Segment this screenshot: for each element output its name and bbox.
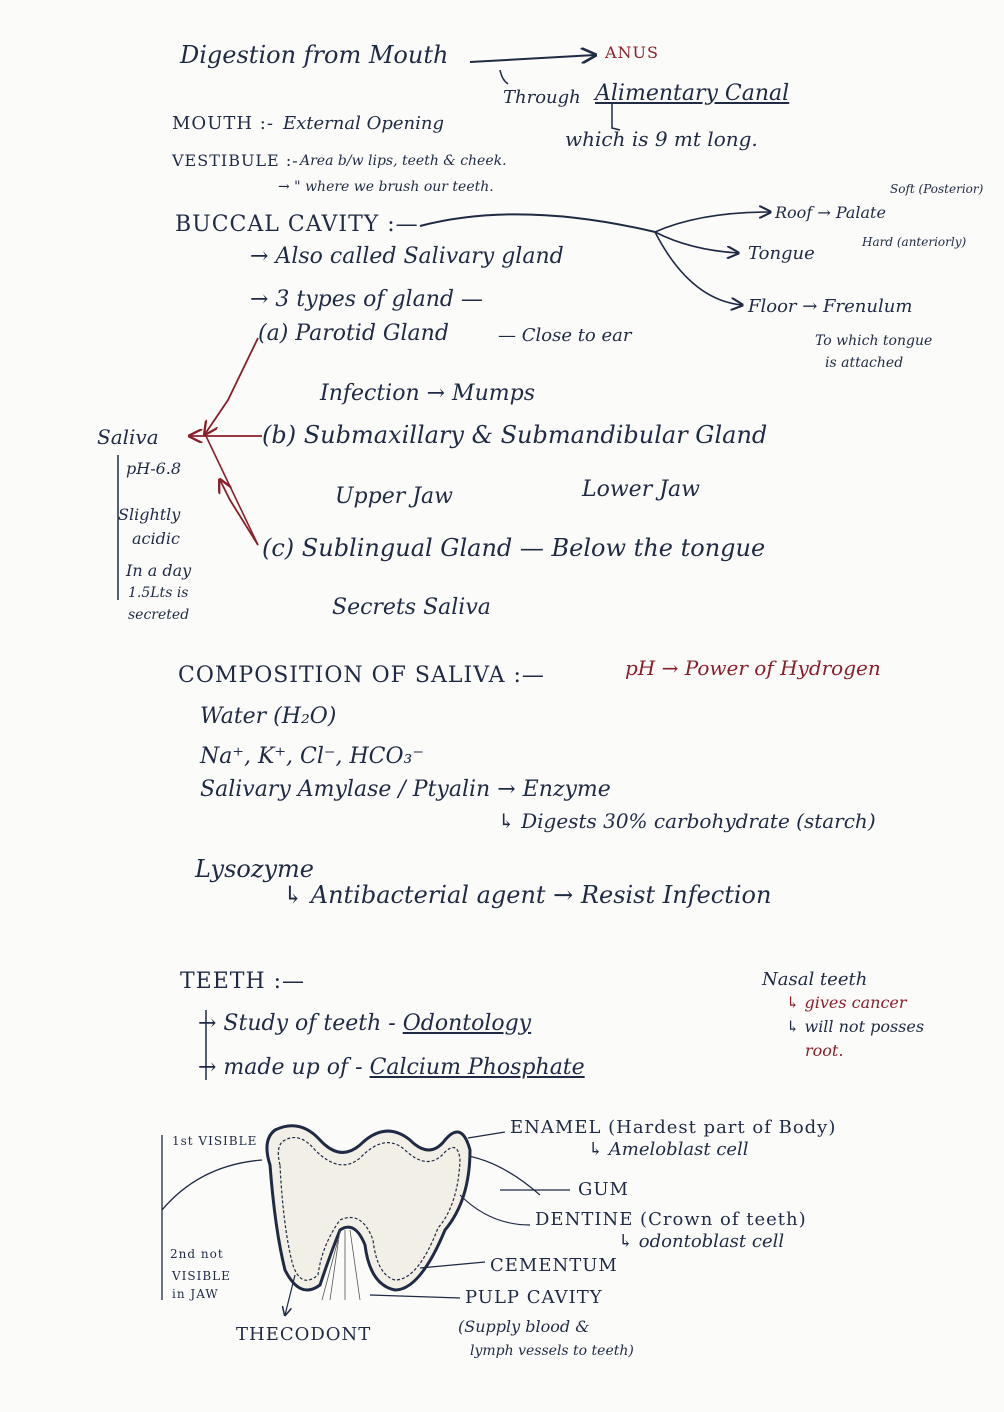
comp-item-ions: Na⁺, K⁺, Cl⁻, HCO₃⁻: [200, 744, 424, 769]
comp-item-amylase: Salivary Amylase / Ptyalin → Enzyme: [200, 777, 611, 802]
frenulum-note1: To which tongue: [815, 333, 933, 349]
gland-b-lower: Lower Jaw: [582, 477, 700, 502]
first-visible: 1st VISIBLE: [172, 1134, 258, 1148]
cementum-label: CEMENTUM: [490, 1255, 618, 1276]
gland-b: (b) Submaxillary & Submandibular Gland: [262, 421, 768, 449]
vestibule-desc2: → " where we brush our teeth.: [278, 179, 494, 195]
canal-length: which is 9 mt long.: [565, 127, 758, 151]
saliva-label: Saliva: [97, 425, 159, 449]
gland-c-sub: Secrets Saliva: [332, 595, 491, 620]
teeth-study: → Study of teeth -: [198, 1011, 403, 1036]
saliva-slightly: Slightly: [118, 505, 181, 524]
teeth-made-term: Calcium Phosphate: [369, 1055, 585, 1080]
nasal-root1: ↳ will not posses: [786, 1017, 925, 1036]
pulp-sub1: (Supply blood &: [458, 1317, 590, 1336]
comp-item-lysozyme: Lysozyme: [195, 855, 315, 883]
frenulum-note2: is attached: [825, 355, 904, 371]
saliva-day2: 1.5Lts is: [128, 585, 189, 601]
nasal-cancer: ↳ gives cancer: [786, 993, 907, 1012]
pulp-label: PULP CAVITY: [465, 1287, 603, 1308]
teeth-label: TEETH :—: [180, 969, 306, 994]
gland-c: (c) Sublingual Gland — Below the tongue: [262, 534, 766, 562]
pulp-sub2: lymph vessels to teeth): [470, 1343, 634, 1359]
vestibule-label: VESTIBULE :-: [172, 151, 299, 170]
saliva-acidic: acidic: [132, 529, 180, 548]
gland-a: (a) Parotid Gland: [258, 321, 449, 346]
alimentary-canal: Alimentary Canal: [595, 81, 790, 106]
title-dest: ANUS: [605, 43, 659, 62]
buccal-line2: → 3 types of gland —: [250, 287, 483, 312]
mouth-desc: External Opening: [283, 113, 444, 134]
vestibule-desc1: Area b/w lips, teeth & cheek.: [300, 153, 507, 169]
composition-label: COMPOSITION OF SALIVA :—: [178, 663, 545, 688]
teeth-made: → made up of -: [198, 1055, 370, 1080]
enamel-sub: ↳ Ameloblast cell: [588, 1139, 749, 1160]
tooth-outline: [267, 1126, 470, 1290]
buccal-label: BUCCAL CAVITY :—: [175, 212, 419, 237]
floor-label: Floor → Frenulum: [748, 296, 913, 317]
lysozyme-note: ↳ Antibacterial agent → Resist Infection: [283, 881, 772, 909]
teeth-study-term: Odontology: [402, 1011, 532, 1036]
roof-label: Roof → Palate: [775, 203, 886, 222]
title-text: Digestion from Mouth: [180, 41, 449, 69]
second-not: 2nd not: [170, 1247, 224, 1261]
second-visible: VISIBLE: [172, 1269, 231, 1283]
gland-b-upper: Upper Jaw: [335, 484, 454, 509]
buccal-line1: → Also called Salivary gland: [250, 244, 564, 269]
mouth-label: MOUTH :-: [172, 113, 274, 134]
second-jaw: in JAW: [172, 1287, 219, 1301]
enamel-label: ENAMEL (Hardest part of Body): [510, 1117, 837, 1138]
dentine-sub: ↳ odontoblast cell: [618, 1231, 785, 1252]
gland-a-sub: Infection → Mumps: [320, 381, 535, 406]
gum-label: GUM: [578, 1179, 629, 1200]
ph-note: pH → Power of Hydrogen: [625, 656, 881, 680]
comp-item-water: Water (H₂O): [200, 704, 337, 729]
gland-a-note: — Close to ear: [498, 325, 632, 346]
palate-soft: Soft (Posterior): [890, 182, 984, 196]
nasal-teeth: Nasal teeth: [762, 969, 868, 990]
palate-hard: Hard (anteriorly): [862, 235, 967, 249]
ptyalin-note: ↳ Digests 30% carbohydrate (starch): [498, 809, 876, 833]
saliva-day3: secreted: [128, 607, 190, 623]
saliva-ph: pH-6.8: [126, 459, 182, 478]
through-label: Through: [503, 87, 581, 108]
saliva-day1: In a day: [126, 561, 192, 580]
dentine-label: DENTINE (Crown of teeth): [535, 1209, 807, 1230]
nasal-root2: root.: [805, 1041, 844, 1060]
thecodont-label: THECODONT: [236, 1324, 372, 1345]
tongue-label: Tongue: [748, 243, 815, 264]
